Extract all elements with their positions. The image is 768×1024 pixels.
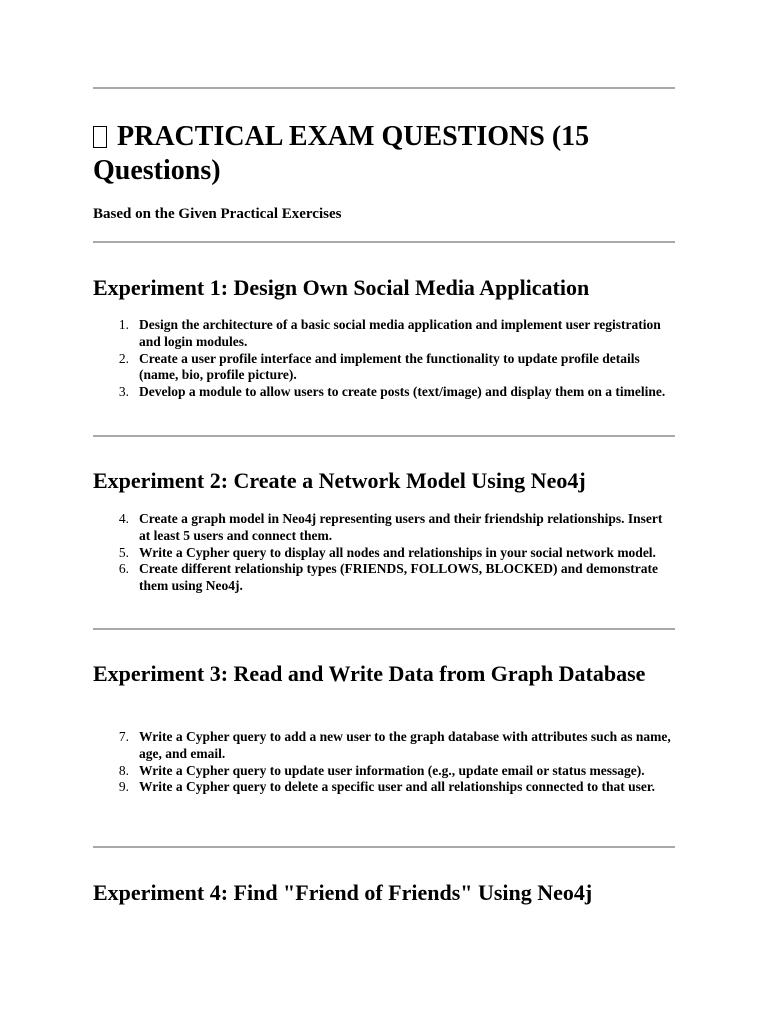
question-item — [93, 561, 675, 595]
horizontal-rule — [93, 435, 675, 437]
question-number: 8. — [118, 762, 129, 778]
page-title — [93, 120, 675, 188]
question-text: Create a graph model in Neo4j representing users and their friendship relationships. Insert at least 5 users and connect them. — [139, 511, 663, 543]
question-text: Create different relationship types (FRIENDS, FOLLOWS, BLOCKED) and demonstrate them using Neo4j. — [139, 561, 659, 594]
question-number: 9. — [118, 779, 129, 795]
question-text: Develop a module to allow users to create posts (text/image) and display them on a timeline. — [139, 384, 666, 400]
question-item — [93, 511, 675, 545]
question-number: 7. — [118, 729, 129, 744]
horizontal-rule — [93, 87, 675, 89]
question-item — [93, 779, 675, 796]
horizontal-rule — [93, 628, 675, 630]
question-list — [93, 729, 675, 796]
question-number: 4. — [118, 511, 129, 526]
question-item — [93, 763, 675, 780]
missing-glyph-icon — [93, 126, 107, 148]
question-text: Write a Cypher query to display all nodes and relationships in your social network model. — [139, 544, 656, 560]
experiment-title: Experiment 2: Create a Network Model Using Neo4j — [93, 468, 586, 493]
page-subtitle: Based on the Given Practical Exercises — [93, 206, 342, 222]
question-list — [93, 317, 675, 401]
question-list — [93, 511, 675, 595]
question-number: 1. — [118, 317, 129, 332]
question-text: Write a Cypher query to update user information (e.g., update email or status message). — [139, 762, 645, 778]
question-text: Design the architecture of a basic social media application and implement user registration and login modules. — [139, 317, 661, 349]
experiment-title: Experiment 1: Design Own Social Media Application — [93, 275, 590, 300]
experiment-title: Experiment 4: Find "Friend of Friends" Using Neo4j — [93, 880, 593, 905]
question-text: Create a user profile interface and implement the functionality to update profile details (name, bio, profile picture). — [139, 350, 640, 383]
experiment-title: Experiment 3: Read and Write Data from Graph Database — [93, 661, 646, 686]
question-item — [93, 729, 675, 763]
question-number: 5. — [118, 544, 129, 560]
question-number: 2. — [118, 350, 129, 366]
question-item — [93, 317, 675, 351]
question-number: 3. — [118, 384, 129, 400]
question-item — [93, 384, 675, 401]
page-title-text: PRACTICAL EXAM QUESTIONS (15 Questions) — [93, 121, 590, 186]
horizontal-rule — [93, 846, 675, 848]
question-item — [93, 545, 675, 562]
horizontal-rule — [93, 241, 675, 243]
question-text: Write a Cypher query to add a new user to the graph database with attributes such as name, age, and email. — [139, 729, 671, 761]
question-number: 6. — [118, 561, 129, 577]
question-text: Write a Cypher query to delete a specific user and all relationships connected to that user. — [139, 779, 655, 795]
question-item — [93, 351, 675, 385]
